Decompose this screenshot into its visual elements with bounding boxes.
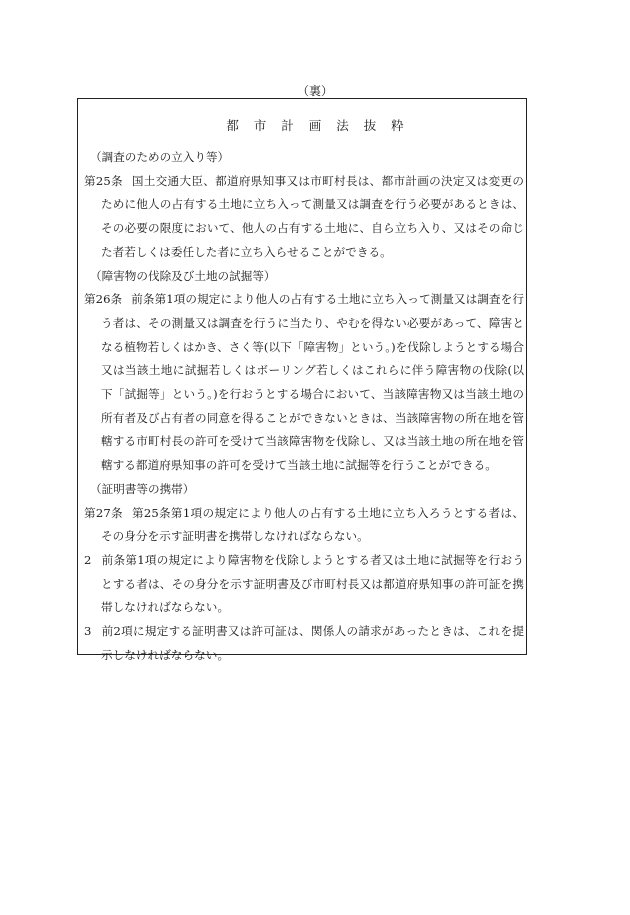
page-side-label: （裏）: [296, 84, 333, 98]
item-number: 2: [84, 552, 92, 567]
section-caption: （障害物の伐除及び土地の試掘等）: [90, 268, 276, 283]
item-text: 前2項に規定する証明書又は許可証は、関係人の請求があったときは、これを提示しなければならない。: [101, 624, 525, 662]
item-number: 3: [84, 624, 92, 639]
article-25: [84, 170, 524, 265]
item-text: 前条第1項の規定により障害物を伐除しようとする者又は土地に試掘等を行おうとする者は、その身分を示す証明書及び市町村長又は都道府県知事の許可証を携帯しなければならない。: [101, 552, 524, 615]
article-text: 前条第1項の規定により他人の占有する土地に立ち入って測量又は調査を行う者は、その測量又は調査を行うに当たり、やむを得ない必要があって、障害となる植物若しくはかき、さく等(以下「障害物」という。)を伐除しようとする場合又は当該土地に試掘若しくはボーリング若しくはこれらに伴う障害物の伐除(以下「試掘等」という。)を行おうとする場合において、当該障害物又は当該土地の所有者及び占有者の同意を得ることができないときは、当該障害物の所在地を管轄する市町村長の許可を受けて当該障害物を伐除し、又は当該土地の所在地を管轄する都道府県知事の許可を受けて当該土地に試掘等を行うことができる。: [101, 292, 524, 473]
section-caption: （証明書等の携帯）: [90, 481, 195, 496]
article-text: 国土交通大臣、都道府県知事又は市町村長は、都市計画の決定又は変更のために他人の占有する土地に立ち入って測量又は調査を行う必要があるときは、その必要の限度において、他人の占有する土地に、自ら立ち入り、又はその命じた者若しくは委任した者に立ち入らせることができる。: [101, 173, 525, 259]
article-27-item-2: [84, 549, 524, 620]
article-number: 第25条: [84, 173, 123, 188]
excerpt-content: [84, 146, 524, 667]
article-27-item-3: [84, 620, 524, 667]
article-26: [84, 288, 524, 478]
section-caption: （調査のための立入り等）: [90, 150, 230, 164]
document-title: 都 市 計 画 法 抜 粋: [226, 118, 404, 133]
article-number: 第26条: [84, 292, 123, 307]
article-text: 第25条第1項の規定により他人の占有する土地に立ち入ろうとする者は、その身分を示す証明書を携帯しなければならない。: [101, 505, 524, 544]
article-number: 第27条: [84, 505, 123, 520]
article-27: [84, 502, 524, 549]
